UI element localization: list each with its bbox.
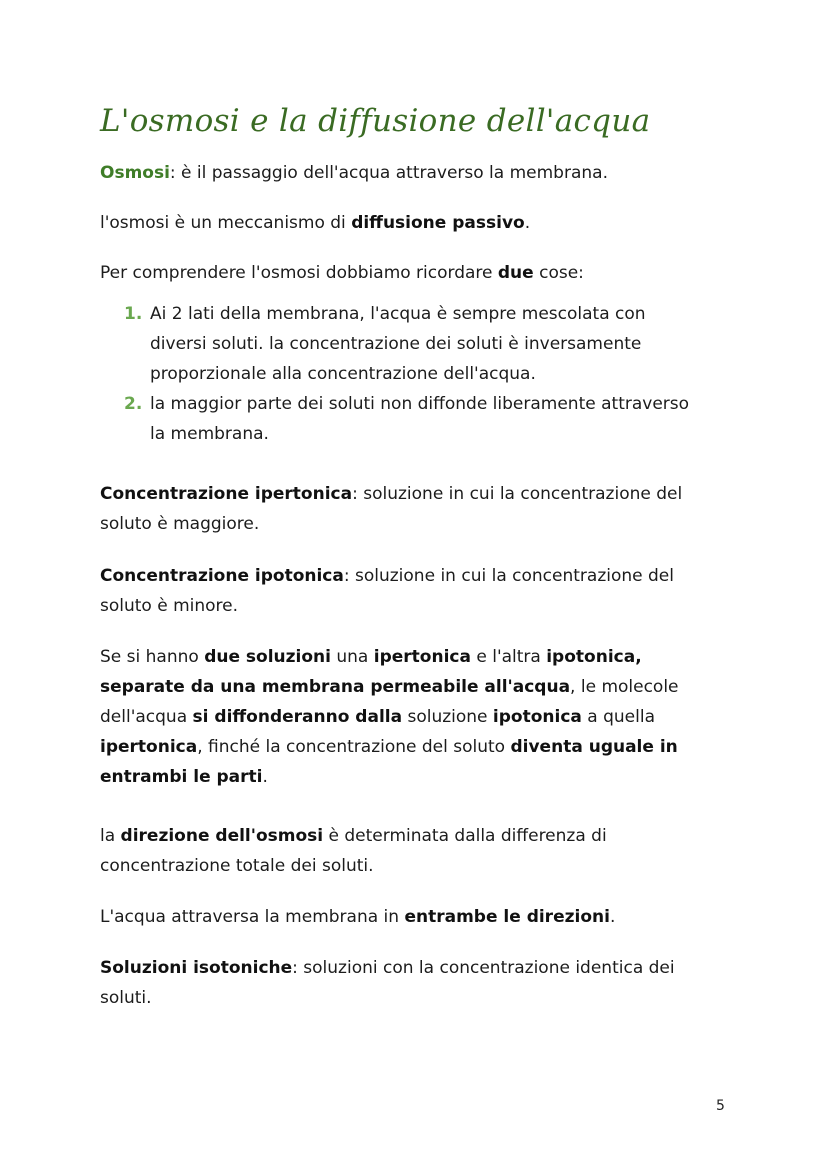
text-span: a quella [581, 707, 656, 727]
ipotonica-text: : soluzione in cui la concentrazione del soluto è minore. [100, 566, 674, 616]
list-text: la maggior parte dei soluti non diffonde liberamente attraverso la membrana. [150, 394, 690, 444]
text-span: . [609, 907, 616, 927]
soluzioni-paragraph [100, 642, 706, 792]
ricordare-bold: due [497, 263, 534, 283]
numbered-list [100, 299, 700, 449]
text-span: è determinata dalla differenza di concentrazione totale dei soluti. [100, 826, 607, 876]
text-span: , finché la concentrazione del soluto [197, 737, 511, 757]
text-span: la [100, 826, 121, 846]
list-number: 1. [124, 304, 143, 324]
ipertonica-term: Concentrazione ipertonica [100, 484, 353, 504]
bold-span: due soluzioni [204, 647, 331, 667]
bold-span: separate da una membrana permeabile all'acqua [100, 677, 571, 697]
ipertonica-text: : soluzione in cui la concentrazione del soluto è maggiore. [100, 484, 683, 534]
page-title: L'osmosi e la diffusione dell'acqua [100, 103, 651, 139]
bold-span: direzione dell'osmosi [120, 826, 324, 846]
passivo-end: . [524, 213, 531, 233]
list-item [100, 299, 700, 389]
ricordare-end: cose: [533, 263, 584, 283]
osmosi-text: : è il passaggio dell'acqua attraverso la membrana. [169, 163, 608, 183]
text-span: , le molecole dell'acqua [100, 677, 679, 727]
ipertonica-definition [100, 479, 704, 539]
text-span: L'acqua attraversa la membrana in [100, 907, 405, 927]
text-span: e l'altra [470, 647, 547, 667]
ricordare-paragraph [100, 258, 712, 288]
passivo-bold: diffusione passivo [351, 213, 525, 233]
bold-span: ipotonica [492, 707, 582, 727]
page-number: 5 [716, 1098, 725, 1114]
isotoniche-term: Soluzioni isotoniche [100, 958, 293, 978]
isotoniche-definition [100, 953, 704, 1013]
list-item [100, 389, 700, 449]
bold-span: entrambe le direzioni [404, 907, 610, 927]
bold-span: diventa uguale in entrambi le parti [100, 737, 678, 787]
bold-span: si diffonderanno dalla [192, 707, 403, 727]
bold-span: ipotonica, [546, 647, 642, 667]
passivo-paragraph [100, 208, 712, 238]
ipotonica-term: Concentrazione ipotonica [100, 566, 344, 586]
text-span: Se si hanno [100, 647, 205, 667]
ricordare-text: Per comprendere l'osmosi dobbiamo ricordare [100, 263, 498, 283]
list-number: 2. [124, 394, 143, 414]
osmosi-definition [100, 158, 712, 188]
attraversa-paragraph [100, 902, 712, 932]
isotoniche-text: : soluzioni con la concentrazione identica dei soluti. [100, 958, 675, 1008]
text-span: una [330, 647, 374, 667]
ipotonica-definition [100, 561, 704, 621]
list-text: Ai 2 lati della membrana, l'acqua è sempre mescolata con diversi soluti. la concentrazione dei soluti è inversamente proporzionale alla concentrazione dell'acqua. [150, 304, 646, 384]
text-span: . [262, 767, 268, 787]
text-span: soluzione [402, 707, 493, 727]
passivo-text: l'osmosi è un meccanismo di [100, 213, 352, 233]
osmosi-term: Osmosi [100, 163, 170, 183]
bold-span: ipertonica [373, 647, 471, 667]
bold-span: ipertonica [100, 737, 198, 757]
direzione-paragraph [100, 821, 660, 881]
